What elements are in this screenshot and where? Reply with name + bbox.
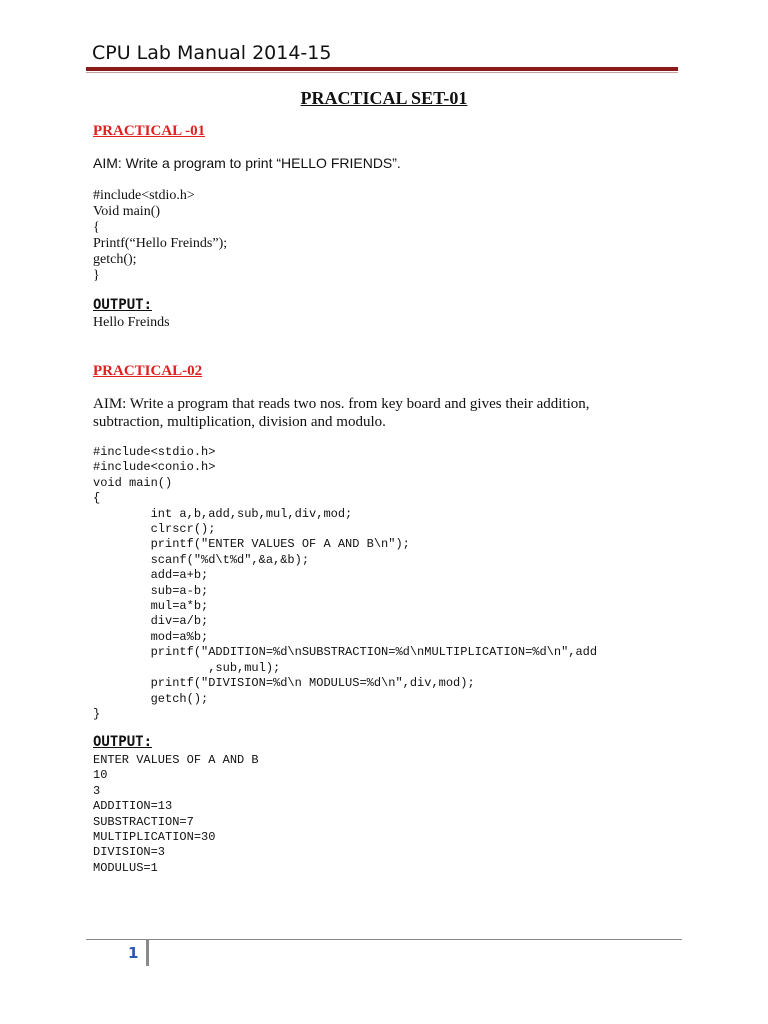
code-line: mod=a%b; xyxy=(93,629,209,644)
output-line: MULTIPLICATION=30 xyxy=(93,830,216,845)
practical-1-aim: AIM: Write a program to print “HELLO FRIENDS”. xyxy=(93,155,401,171)
code-line: { xyxy=(93,220,100,235)
code-line: printf("DIVISION=%d\n MODULUS=%d\n",div,mod); xyxy=(93,676,475,691)
header-rule-thin xyxy=(86,72,678,73)
output-line: DIVISION=3 xyxy=(93,845,166,860)
code-line: getch(); xyxy=(93,252,137,267)
output-line: SUBSTRACTION=7 xyxy=(93,814,194,829)
code-line: } xyxy=(93,706,101,721)
code-line: div=a/b; xyxy=(93,614,209,629)
practical-2-output xyxy=(93,753,259,876)
code-line: clrscr(); xyxy=(93,522,216,537)
code-line: #include<stdio.h> xyxy=(93,188,195,203)
header-rule xyxy=(86,67,678,71)
practical-set-title xyxy=(0,88,768,109)
output-line: 3 xyxy=(93,783,101,798)
code-line: printf("ADDITION=%d\nSUBSTRACTION=%d\nMULTIPLICATION=%d\n",add xyxy=(93,645,598,660)
practical-2-aim: AIM: Write a program that reads two nos. from key board and gives their addition, subtraction, multiplication, division and modulo. xyxy=(93,396,590,430)
code-line: { xyxy=(93,491,101,506)
code-line: add=a+b; xyxy=(93,568,209,583)
output-line: ENTER VALUES OF A AND B xyxy=(93,753,259,767)
code-line: #include<conio.h> xyxy=(93,460,216,475)
code-line: scanf("%d\t%d",&a,&b); xyxy=(93,552,310,567)
practical-1-output-label: OUTPUT: xyxy=(93,297,153,313)
code-line: ,sub,mul); xyxy=(93,660,281,675)
output-line: ADDITION=13 xyxy=(93,799,173,814)
output-line: 10 xyxy=(93,768,108,783)
footer-rule xyxy=(86,939,682,940)
practical-1-output: Hello Freinds xyxy=(93,315,170,330)
practical-2-heading: PRACTICAL-02 xyxy=(93,363,203,379)
code-line: Void main() xyxy=(93,204,161,219)
code-line: printf("ENTER VALUES OF A AND B\n"); xyxy=(93,537,410,552)
page-number: 1 xyxy=(128,944,139,962)
code-line: Printf(“Hello Freinds”); xyxy=(93,236,228,251)
practical-set-title-text: PRACTICAL SET-01 xyxy=(300,88,468,108)
footer-divider xyxy=(146,940,149,966)
output-line: MODULUS=1 xyxy=(93,860,158,875)
practical-2-code xyxy=(93,445,597,722)
code-line: getch(); xyxy=(93,691,209,706)
code-line: int a,b,add,sub,mul,div,mod; xyxy=(93,506,353,521)
code-line: sub=a-b; xyxy=(93,583,209,598)
header-title: CPU Lab Manual 2014-15 xyxy=(92,42,332,64)
code-line: void main() xyxy=(93,475,173,490)
code-line: } xyxy=(93,268,100,283)
code-line: mul=a*b; xyxy=(93,599,209,614)
practical-1-heading: PRACTICAL -01 xyxy=(93,123,206,139)
code-line: #include<stdio.h> xyxy=(93,445,216,459)
practical-2-output-label: OUTPUT: xyxy=(93,734,153,750)
practical-1-code xyxy=(93,188,227,284)
